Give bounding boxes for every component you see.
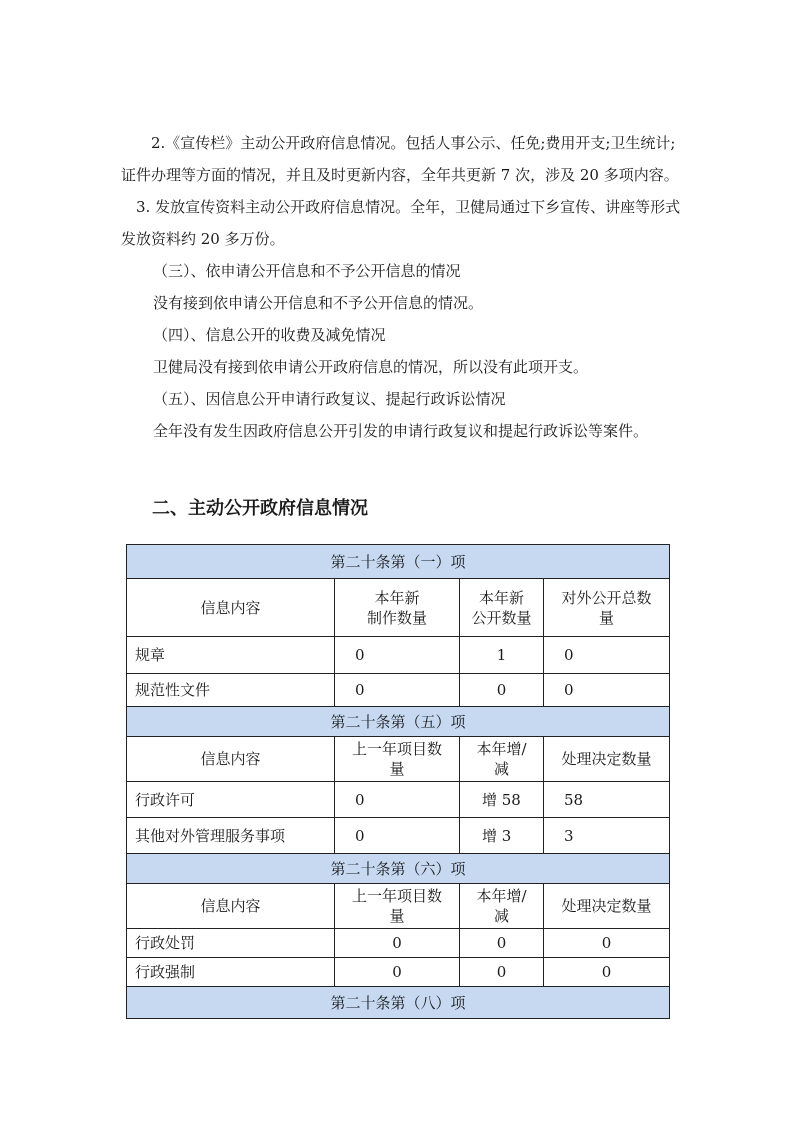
table-cell: 58 [544, 782, 670, 818]
table-cell: 0 [544, 637, 670, 674]
row-label: 行政强制 [127, 958, 335, 987]
table-cell: 0 [544, 929, 670, 958]
table-cell: 0 [460, 929, 544, 958]
section-heading: 二、主动公开政府信息情况 [152, 498, 368, 519]
table-cell: 0 [335, 958, 460, 987]
column-header: 信息内容 [127, 737, 335, 782]
table-row [127, 782, 670, 818]
header-row [127, 579, 670, 637]
paragraph-fees: 卫健局没有接到依申请公开政府信息的情况，所以没有此项开支。 [153, 358, 589, 376]
section-row [127, 545, 670, 579]
table-row [127, 637, 670, 674]
table-row [127, 674, 670, 707]
paragraph-leaflets: 3. 发放宣传资料主动公开政府信息情况。全年，卫健局通过下乡宣传、讲座等形式发放资料约 20 多万份。 [121, 198, 681, 248]
section-title: 第二十条第（八）项 [127, 987, 670, 1019]
section-row [127, 854, 670, 884]
table-cell: 3 [544, 818, 670, 854]
subheading-review-litigation: （五）、因信息公开申请行政复议、提起行政诉讼情况 [153, 390, 506, 408]
section-title: 第二十条第（五）项 [127, 707, 670, 737]
paragraph-bulletin-board: 2.《宣传栏》主动公开政府信息情况。包括人事公示、任免;费用开支;卫生统计;证件办理等方面的情况，并且及时更新内容，全年共更新 7 次，涉及 20 多项内容。 [121, 134, 679, 184]
table-cell: 0 [544, 674, 670, 707]
column-header: 上一年项目数 量 [335, 884, 460, 929]
column-header: 处理决定数量 [544, 884, 670, 929]
table-cell: 增 3 [460, 818, 544, 854]
table-row [127, 958, 670, 987]
table-row [127, 929, 670, 958]
row-label: 规章 [127, 637, 335, 674]
table-cell: 0 [335, 818, 460, 854]
column-header: 本年新 公开数量 [460, 579, 544, 637]
table-cell: 1 [460, 637, 544, 674]
subheading-fees: （四）、信息公开的收费及减免情况 [153, 326, 386, 344]
column-header: 本年增/ 减 [460, 737, 544, 782]
table-cell: 0 [460, 674, 544, 707]
section-title: 第二十条第（一）项 [127, 545, 670, 579]
table-row [127, 818, 670, 854]
header-row [127, 884, 670, 929]
column-header: 上一年项目数 量 [335, 737, 460, 782]
row-label: 行政许可 [127, 782, 335, 818]
table-cell: 0 [544, 958, 670, 987]
paragraph-request-disclosure: 没有接到依申请公开信息和不予公开信息的情况。 [153, 294, 484, 312]
table-cell: 0 [335, 929, 460, 958]
table-cell: 0 [460, 958, 544, 987]
subheading-request-disclosure: （三）、依申请公开信息和不予公开信息的情况 [153, 262, 461, 280]
paragraph-review-litigation: 全年没有发生因政府信息公开引发的申请行政复议和提起行政诉讼等案件。 [153, 422, 649, 440]
column-header: 信息内容 [127, 579, 335, 637]
disclosure-table [126, 544, 670, 1019]
table-cell: 增 58 [460, 782, 544, 818]
column-header: 处理决定数量 [544, 737, 670, 782]
column-header: 对外公开总数 量 [544, 579, 670, 637]
column-header: 本年增/ 减 [460, 884, 544, 929]
row-label: 其他对外管理服务事项 [127, 818, 335, 854]
row-label: 规范性文件 [127, 674, 335, 707]
table-cell: 0 [335, 782, 460, 818]
table-cell: 0 [335, 674, 460, 707]
column-header: 信息内容 [127, 884, 335, 929]
section-title: 第二十条第（六）项 [127, 854, 670, 884]
section-row [127, 707, 670, 737]
header-row [127, 737, 670, 782]
table-cell: 0 [335, 637, 460, 674]
column-header: 本年新 制作数量 [335, 579, 460, 637]
section-row [127, 987, 670, 1019]
row-label: 行政处罚 [127, 929, 335, 958]
